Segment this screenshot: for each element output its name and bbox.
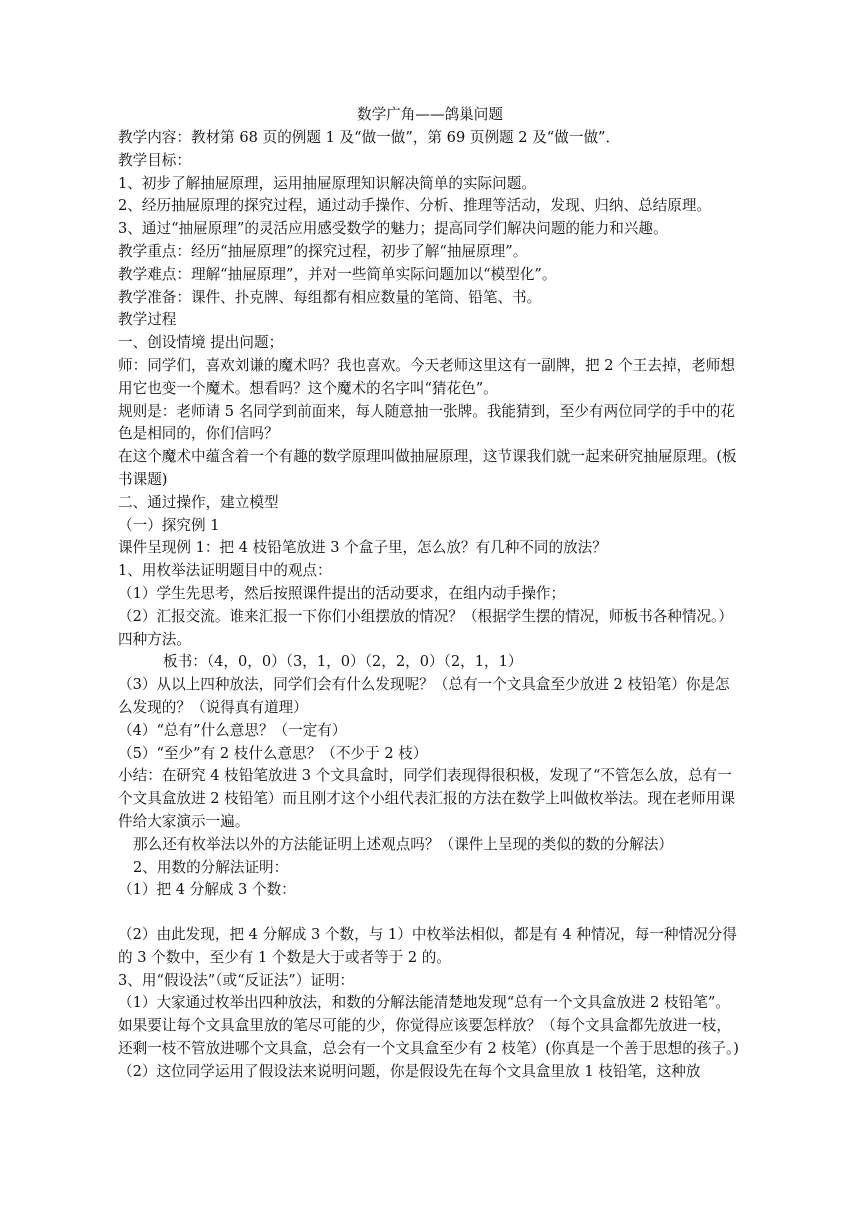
paragraph: 教学内容：教材第 68 页的例题 1 及“做一做”，第 69 页例题 2 及“做一做”． — [118, 129, 621, 146]
paragraph: （4）“总有”什么意思？（一定有） — [118, 721, 347, 739]
paragraph: 教学过程 — [118, 311, 177, 329]
document-body — [118, 127, 742, 1084]
paragraph: 2、用数的分解法证明： — [133, 858, 289, 876]
paragraph: 教学准备：课件、扑克牌、每组都有相应数量的笔筒、铅笔、书。 — [118, 288, 542, 306]
paragraph: （2）这位同学运用了假设法来说明问题，你是假设先在每个文具盒里放 1 枝铅笔，这种放 — [118, 1062, 701, 1080]
paragraph: 教学重点：经历“抽屉原理”的探究过程，初步了解“抽屉原理”。 — [118, 242, 528, 260]
paragraph: 1、初步了解抽屉原理，运用抽屉原理知识解决简单的实际问题。 — [118, 174, 536, 192]
paragraph: 1、用枚举法证明题目中的观点： — [118, 562, 332, 580]
paragraph: 师：同学们，喜欢刘谦的魔术吗？我也喜欢。今天老师这里这有一副牌，把 2 个王去掉，老师想用它也变一个魔术。想看吗？这个魔术的名字叫“猜花色”。 — [118, 356, 735, 397]
paragraph: 小结：在研究 4 枝铅笔放进 3 个文具盒时，同学们表现得很积极，发现了“不管怎么放，总有一个文具盒放进 2 枝铅笔）而且刚才这个小组代表汇报的方法在数学上叫做枚举法。现在老师用课件给大家演示一遍。 — [118, 767, 735, 830]
paragraph: 3、通过“抽屉原理”的灵活应用感受数学的魅力；提高同学们解决问题的能力和兴趣。 — [118, 220, 668, 238]
section-heading: 二、通过操作，建立模型 — [118, 493, 279, 511]
paragraph: 那么还有枚举法以外的方法能证明上述观点吗？（课件上呈现的类似的数的分解法） — [133, 835, 673, 853]
subsection-heading: （一）探究例 1 — [118, 516, 220, 534]
paragraph: （3）从以上四种放法，同学们会有什么发现呢？（总有一个文具盒至少放进 2 枝铅笔）你是怎么发现的？（说得真有道理） — [118, 676, 730, 716]
paragraph: （1）把 4 分解成 3 个数： — [118, 881, 296, 899]
paragraph: （5）“至少”有 2 枝什么意思？（不少于 2 枝） — [118, 744, 428, 762]
paragraph: 教学难点：理解“抽屉原理”，并对一些简单实际问题加以“模型化”。 — [118, 265, 557, 283]
paragraph: 一、创设情境 提出问题； — [118, 334, 284, 352]
paragraph: （1）大家通过枚举出四种放法，和数的分解法能清楚地发现“总有一个文具盒放进 2 枝铅笔”。如果要让每个文具盒里放的笔尽可能的少，你觉得应该要怎样放？（每个文具盒都先放进一枝，还剩一枝不管放进哪个文具盒，总会有一个文具盒至少有 2 枝笔）(你真是一个善于思想的孩子。) — [118, 994, 739, 1058]
paragraph: 教学目标： — [118, 151, 191, 169]
paragraph: 2、经历抽屉原理的探究过程，通过动手操作、分析、推理等活动，发现、归纳、总结原理。 — [118, 197, 712, 215]
document-title: 数学广角——鸽巢问题 — [357, 106, 503, 123]
paragraph: 课件呈现例 1：把 4 枝铅笔放进 3 个盒子里，怎么放？有几种不同的放法？ — [118, 539, 607, 557]
board-notes: 板书：（4，0，0）（3，1，0）（2，2，0）（2，1，1） — [163, 653, 523, 671]
paragraph: （1）学生先思考，然后按照课件提出的活动要求，在组内动手操作； — [118, 584, 566, 602]
paragraph: （2）汇报交流。谁来汇报一下你们小组摆放的情况？（根据学生摆的情况，师板书各种情况。）四种方法。 — [118, 607, 733, 648]
paragraph: 3、用“假设法”（或“反证法”）证明： — [118, 971, 355, 989]
paragraph: 规则是：老师请 5 名同学到前面来，每人随意抽一张牌。我能猜到，至少有两位同学的手中的花色是相同的，你们信吗？ — [118, 402, 735, 443]
blank-space — [118, 902, 742, 924]
paragraph: （2）由此发现，把 4 分解成 3 个数，与 1）中枚举法相似，都是有 4 种情况，每一种情况分得的 3 个数中，至少有 1 个数是大于或者等于 2 的。 — [118, 926, 737, 966]
paragraph: 在这个魔术中蕴含着一个有趣的数学原理叫做抽屉原理，这节课我们就一起来研究抽屉原理。(板书课题) — [118, 448, 737, 488]
